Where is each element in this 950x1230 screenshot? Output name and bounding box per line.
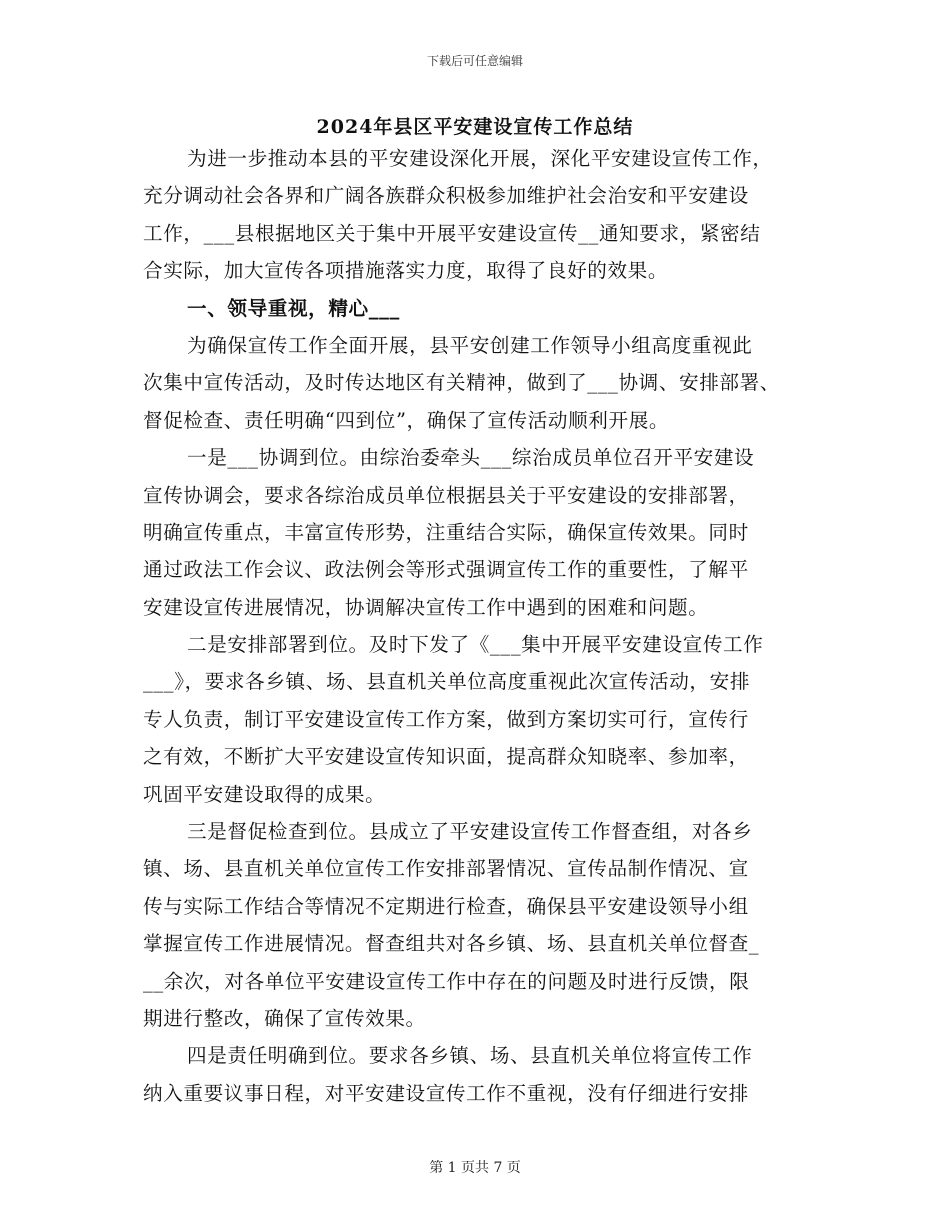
paragraph-line: 三是督促检查到位。县成立了平安建设宣传工作督查组，对各乡	[187, 820, 753, 844]
page-header: 下载后可任意编辑	[426, 54, 523, 68]
paragraph-line: 为进一步推动本县的平安建设深化开展，深化平安建设宣传工作，	[187, 147, 773, 170]
paragraph-line: 掌握宣传工作进展情况。督查组共对各乡镇、场、县直机关单位督查_	[143, 932, 760, 956]
paragraph-line: 一是___协调到位。由综治委牵头___综治成员单位召开平安建设	[187, 446, 755, 470]
paragraph-line: 纳入重要议事日程，对平安建设宣传工作不重视，没有仔细进行安排	[143, 1081, 749, 1105]
paragraph-line: 宣传协调会，要求各综治成员单位根据县关于平安建设的安排部署，	[143, 483, 749, 507]
paragraph-line: 巩固平安建设取得的成果。	[143, 782, 386, 806]
paragraph-line: 工作，___县根据地区关于集中开展平安建设宣传__通知要求，紧密结	[143, 221, 761, 245]
paragraph-line: ___》，要求各乡镇、场、县直机关单位高度重视此次宣传活动，安排	[143, 670, 751, 694]
document-title: 2024年县区平安建设宣传工作总结	[316, 116, 634, 138]
paragraph-line: 合实际，加大宣传各项措施落实力度，取得了良好的效果。	[143, 259, 669, 283]
paragraph-line: 专人负责，制订平安建设宣传工作方案，做到方案切实可行，宣传行	[143, 707, 749, 731]
paragraph-line: 二是安排部署到位。及时下发了《___集中开展平安建设宣传工作	[187, 633, 764, 657]
section-heading: 一、领导重视，精心___	[187, 296, 400, 320]
paragraph-line: 之有效，不断扩大平安建设宣传知识面，提高群众知晓率、参加率，	[143, 745, 749, 769]
paragraph-line: 明确宣传重点，丰富宣传形势，注重结合实际，确保宣传效果。同时	[143, 520, 749, 544]
document-body	[143, 140, 823, 1112]
paragraph-line: 期进行整改，确保了宣传效果。	[143, 1006, 426, 1030]
paragraph-line: 充分调动社会各界和广阔各族群众积极参加维护社会治安和平安建设	[143, 184, 749, 208]
paragraph-line: __余次，对各单位平安建设宣传工作中存在的问题及时进行反馈，限	[143, 969, 750, 993]
paragraph-line: 镇、场、县直机关单位宣传工作安排部署情况、宣传品制作情况、宣	[143, 857, 749, 881]
paragraph-line: 次集中宣传活动，及时传达地区有关精神，做到了___协调、安排部署、	[143, 371, 781, 395]
page-footer: 第 1 页共 7 页	[429, 1160, 521, 1176]
paragraph-line: 通过政法工作会议、政法例会等形式强调宣传工作的重要性，了解平	[143, 558, 749, 582]
paragraph-line: 四是责任明确到位。要求各乡镇、场、县直机关单位将宣传工作	[187, 1044, 753, 1068]
paragraph-line: 为确保宣传工作全面开展，县平安创建工作领导小组高度重视此	[187, 333, 753, 357]
paragraph-line: 传与实际工作结合等情况不定期进行检查，确保县平安建设领导小组	[143, 894, 749, 918]
paragraph-line: 督促检查、责任明确“四到位”，确保了宣传活动顺利开展。	[143, 408, 670, 432]
paragraph-line: 安建设宣传进展情况，协调解决宣传工作中遇到的困难和问题。	[143, 595, 709, 619]
